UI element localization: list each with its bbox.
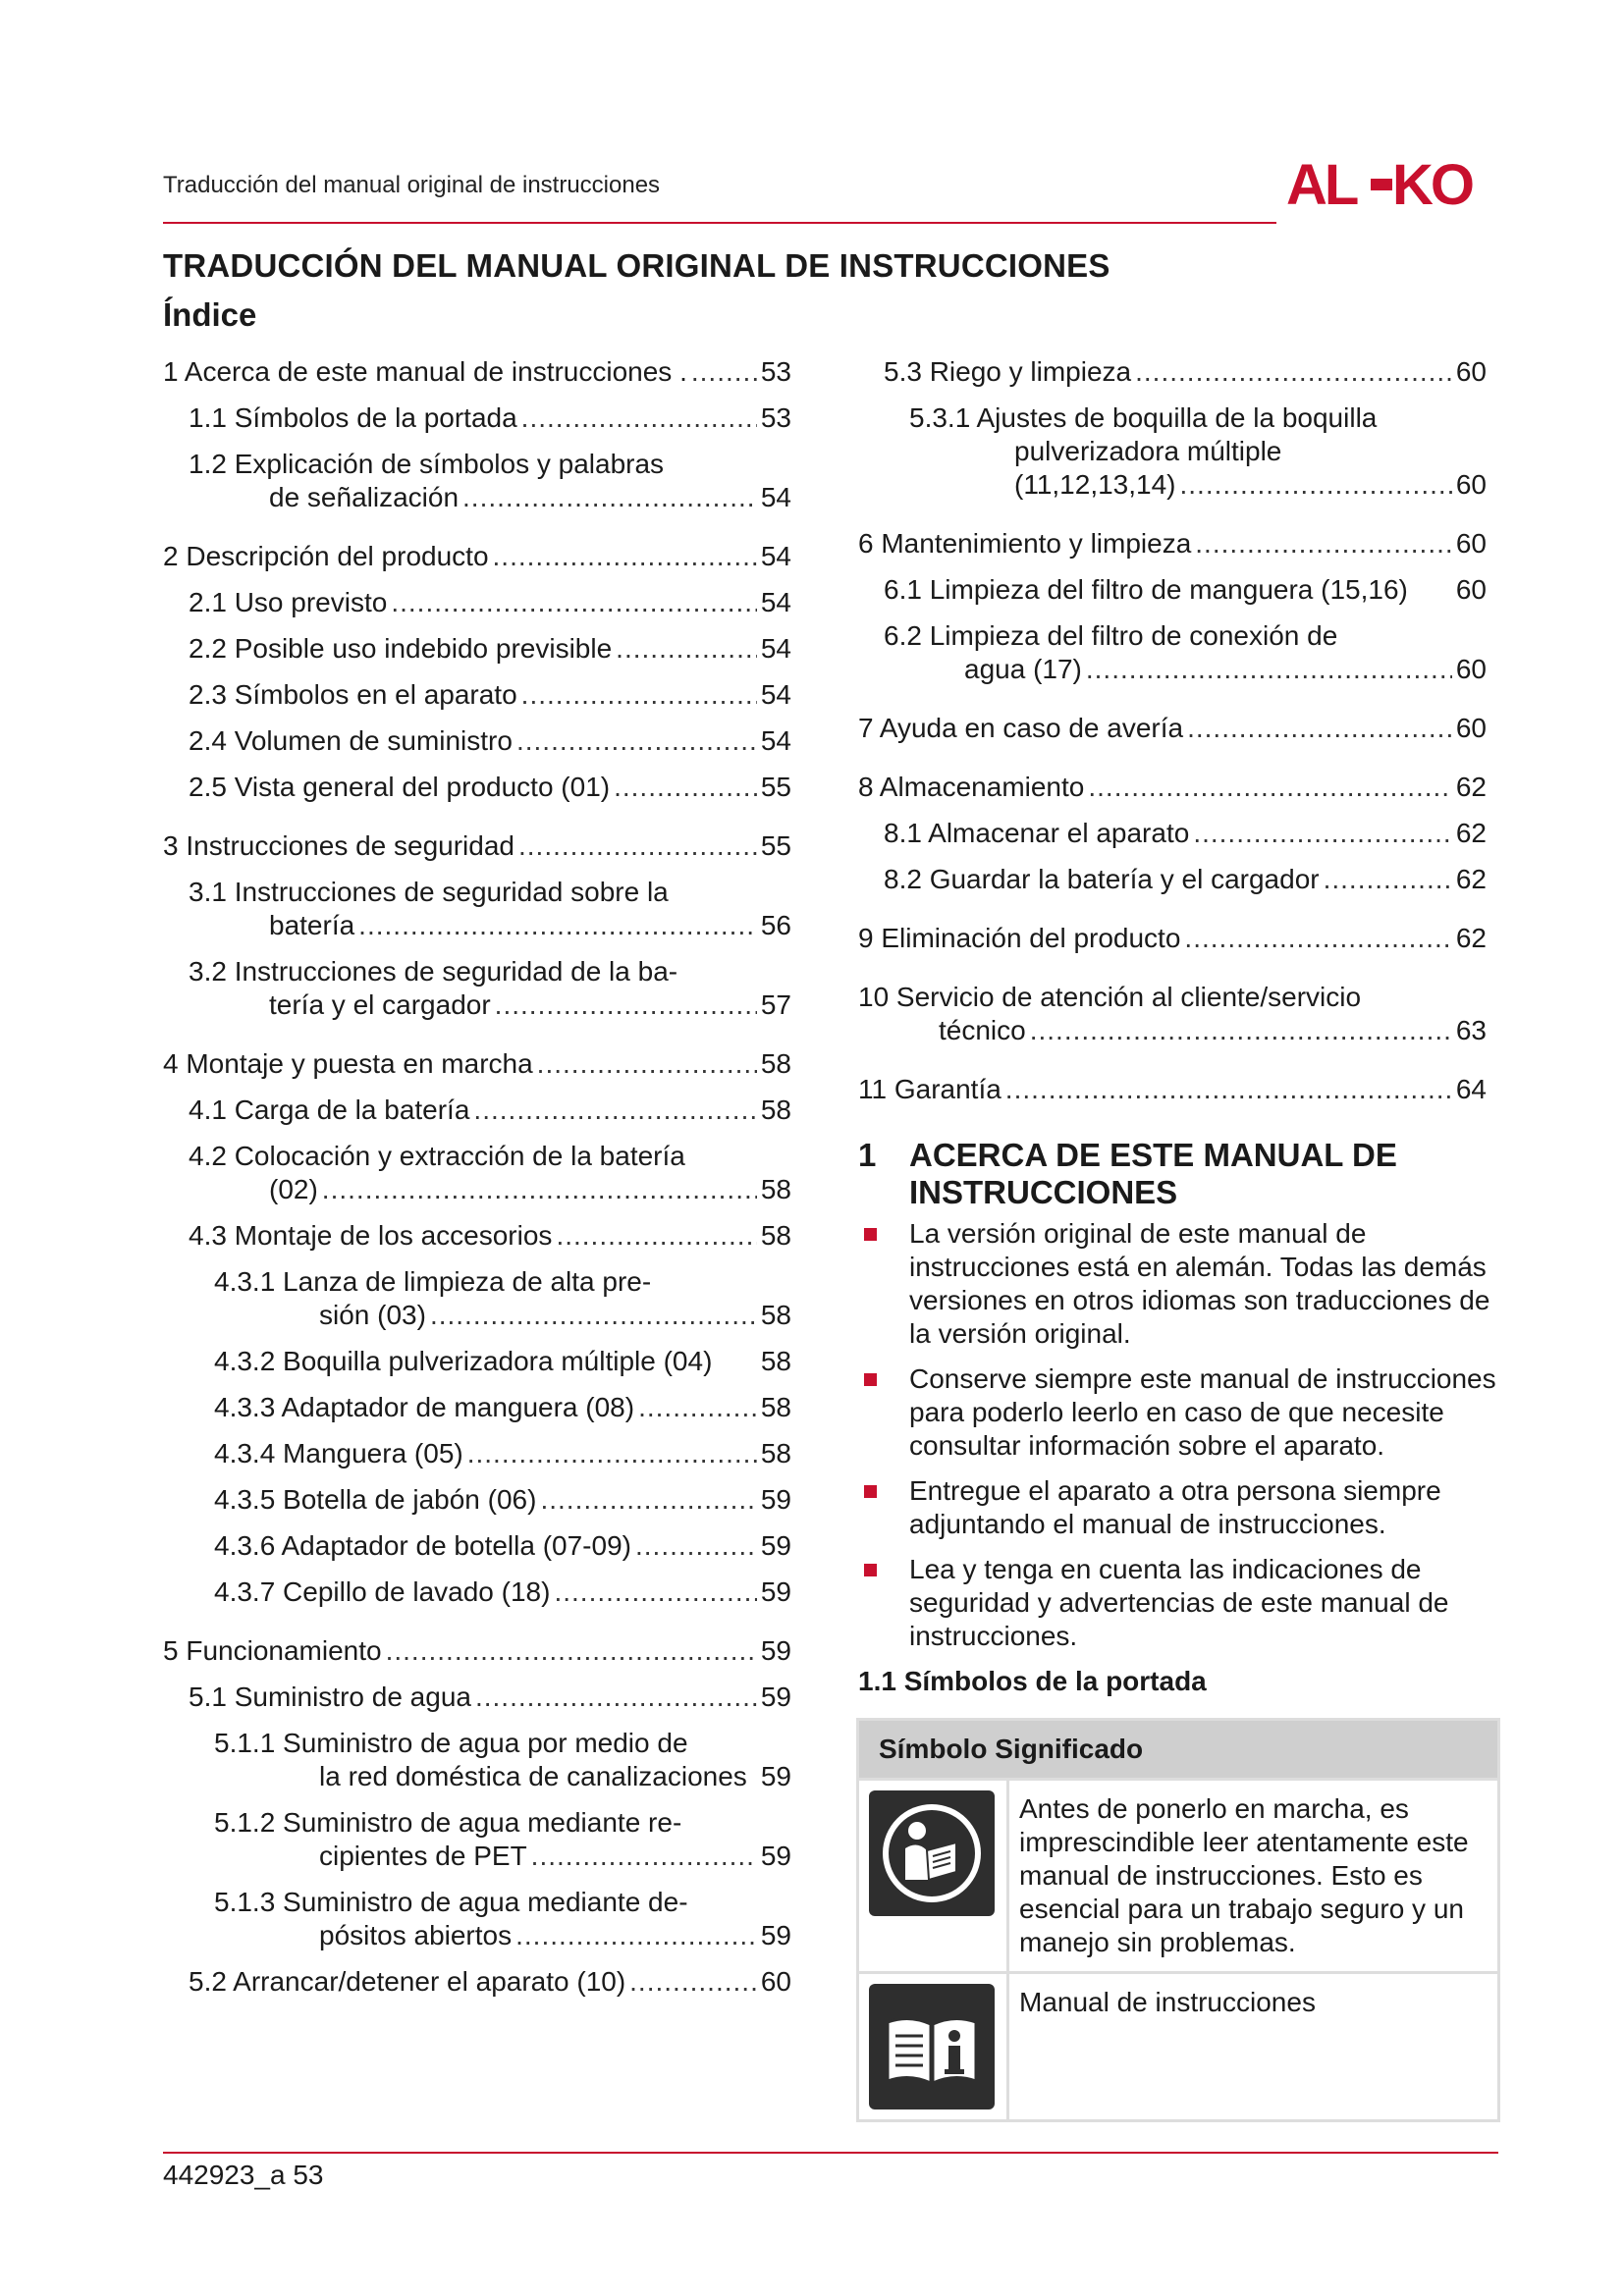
toc-entry[interactable] bbox=[858, 922, 1487, 955]
toc-page: 60 bbox=[1455, 654, 1487, 684]
toc-label: 9 Eliminación del producto bbox=[858, 923, 1181, 953]
toc-label: 8 Almacenamiento bbox=[858, 772, 1085, 802]
toc-page: 58 bbox=[760, 1095, 791, 1125]
toc-entry[interactable] bbox=[163, 1806, 791, 1873]
toc-page: 57 bbox=[760, 989, 791, 1020]
toc-entry[interactable] bbox=[163, 1965, 791, 1999]
table-row bbox=[858, 1973, 1499, 2121]
toc-label: 3.2 Instrucciones de seguridad de la ba- bbox=[189, 956, 678, 987]
toc-label: 4.3.6 Adaptador de botella (07-09) bbox=[214, 1530, 631, 1561]
table-header-symbol: Símbolo bbox=[879, 1734, 988, 1764]
toc-entry[interactable] bbox=[163, 1391, 791, 1424]
toc-page: 62 bbox=[1455, 772, 1487, 802]
toc-label-cont: (11,12,13,14) bbox=[1014, 469, 1176, 500]
toc-page: 54 bbox=[760, 541, 791, 571]
toc-label: 1.1 Símbolos de la portada bbox=[189, 402, 517, 433]
toc-leader bbox=[515, 1919, 757, 1952]
table-header-row bbox=[858, 1720, 1499, 1780]
toc-leader bbox=[475, 1681, 757, 1714]
toc-label: 5.2 Arrancar/detener el aparato (10) bbox=[189, 1966, 626, 1997]
toc-leader bbox=[1193, 817, 1452, 850]
toc-leader bbox=[1195, 527, 1452, 561]
toc-label: 8.2 Guardar la batería y el cargador bbox=[884, 864, 1320, 894]
toc-page: 58 bbox=[760, 1048, 791, 1079]
toc-label: 5.1.1 Suministro de agua por medio de bbox=[214, 1728, 688, 1758]
list-item: La versión original de este manual de instrucciones está en alemán. Todas las demás versiones en otros idiomas son traducciones de la versión original. bbox=[858, 1217, 1496, 1351]
toc-label: 3 Instrucciones de seguridad bbox=[163, 830, 514, 861]
page-number: 442923_a 53 bbox=[163, 2160, 324, 2190]
toc-leader bbox=[691, 355, 757, 389]
toc-leader bbox=[614, 771, 757, 804]
toc-page: 60 bbox=[760, 1966, 791, 1997]
toc-label: 8.1 Almacenar el aparato bbox=[884, 818, 1190, 848]
toc-label: 2.5 Vista general del producto (01) bbox=[189, 772, 611, 802]
toc-label-cont: pósitos abiertos bbox=[319, 1920, 513, 1950]
toc-label-cont: pulverizadora múltiple bbox=[1014, 436, 1282, 466]
symbol-table bbox=[856, 1718, 1500, 2122]
toc-page: 58 bbox=[760, 1392, 791, 1422]
toc-entry[interactable] bbox=[163, 1575, 791, 1609]
toc-entry[interactable] bbox=[858, 817, 1487, 850]
bullet-square-icon bbox=[864, 1228, 877, 1241]
page-title: TRADUCCIÓN DEL MANUAL ORIGINAL DE INSTRUCCIONES bbox=[163, 247, 1110, 284]
toc-entry[interactable] bbox=[163, 401, 791, 435]
toc-leader bbox=[554, 1575, 756, 1609]
toc-label: 5.1 Suministro de agua bbox=[189, 1682, 471, 1712]
toc-label: 4.3.7 Cepillo de lavado (18) bbox=[214, 1576, 551, 1607]
toc-entry[interactable] bbox=[163, 1219, 791, 1253]
section-1-1-heading: 1.1 Símbolos de la portada bbox=[858, 1666, 1207, 1696]
toc-entry[interactable] bbox=[163, 1886, 791, 1952]
list-item: Conserve siempre este manual de instrucciones para poderlo leerlo en caso de que necesite consultar información sobre el aparato. bbox=[858, 1362, 1496, 1463]
toc-leader bbox=[521, 678, 757, 712]
toc-page: 60 bbox=[1455, 528, 1487, 559]
toc-leader bbox=[386, 1634, 757, 1668]
bullet-square-icon bbox=[864, 1373, 877, 1386]
toc-entry[interactable] bbox=[163, 1483, 791, 1517]
toc-entry[interactable] bbox=[163, 955, 791, 1022]
toc-page: 55 bbox=[760, 772, 791, 802]
toc-label: 5.3.1 Ajustes de boquilla de la boquilla bbox=[909, 402, 1378, 433]
toc-entry[interactable] bbox=[163, 1437, 791, 1470]
toc-leader bbox=[473, 1094, 756, 1127]
toc-label: 6 Mantenimiento y limpieza bbox=[858, 528, 1192, 559]
toc-page: 54 bbox=[760, 633, 791, 664]
toc-label: 3.1 Instrucciones de seguridad sobre la bbox=[189, 877, 669, 907]
toc-leader bbox=[1180, 468, 1452, 502]
toc-entry[interactable] bbox=[163, 724, 791, 758]
toc-label-cont: de señalización bbox=[269, 482, 460, 512]
toc-entry[interactable] bbox=[858, 771, 1487, 804]
svg-text:KO: KO bbox=[1392, 157, 1472, 212]
toc-label: 11 Garantía bbox=[858, 1074, 1001, 1104]
alko-logo bbox=[1286, 157, 1498, 212]
read-manual-icon bbox=[869, 1790, 995, 1916]
toc-leader bbox=[540, 1483, 756, 1517]
toc-page: 59 bbox=[760, 1576, 791, 1607]
toc-label: 4 Montaje y puesta en marcha bbox=[163, 1048, 533, 1079]
toc-entry[interactable] bbox=[858, 619, 1487, 686]
toc-label: 4.1 Carga de la batería bbox=[189, 1095, 470, 1125]
toc-entry[interactable] bbox=[858, 712, 1487, 745]
toc-entry[interactable] bbox=[163, 540, 791, 573]
toc-entry[interactable] bbox=[858, 355, 1487, 389]
toc-leader bbox=[518, 829, 757, 863]
toc-entry[interactable] bbox=[163, 448, 791, 514]
toc-page: 59 bbox=[760, 1530, 791, 1561]
toc-label: 5 Funcionamiento bbox=[163, 1635, 382, 1666]
toc-label: 2.3 Símbolos en el aparato bbox=[189, 679, 517, 710]
header-rule bbox=[163, 222, 1276, 224]
toc-leader bbox=[1088, 771, 1451, 804]
toc-label: 5.1.2 Suministro de agua mediante re- bbox=[214, 1807, 682, 1838]
toc-leader bbox=[1030, 1014, 1452, 1047]
toc-page: 58 bbox=[760, 1174, 791, 1204]
toc-leader bbox=[616, 632, 757, 666]
toc-leader bbox=[629, 1965, 757, 1999]
toc-entry[interactable] bbox=[163, 1265, 791, 1332]
toc-page: 58 bbox=[760, 1220, 791, 1251]
toc-leader bbox=[322, 1173, 757, 1206]
toc-page: 58 bbox=[760, 1438, 791, 1468]
toc-entry[interactable] bbox=[858, 1073, 1487, 1106]
toc-entry[interactable] bbox=[163, 829, 791, 863]
toc-entry[interactable] bbox=[858, 573, 1487, 607]
toc-entry[interactable] bbox=[163, 876, 791, 942]
toc-entry[interactable] bbox=[163, 355, 791, 389]
section-1-number: 1 bbox=[858, 1137, 877, 1173]
info-manual-icon bbox=[869, 1984, 995, 2109]
table-row bbox=[858, 1780, 1499, 1973]
running-title: Traducción del manual original de instrucciones bbox=[163, 172, 661, 198]
toc-label: 10 Servicio de atención al cliente/servicio bbox=[858, 982, 1362, 1012]
toc-leader bbox=[537, 1047, 757, 1081]
toc-page: 60 bbox=[1455, 356, 1487, 387]
symbol-meaning: Manual de instrucciones bbox=[1008, 1973, 1499, 2121]
toc-label: 4.2 Colocación y extracción de la batería bbox=[189, 1141, 685, 1171]
toc-entry[interactable] bbox=[163, 1140, 791, 1206]
toc-label: 1 Acerca de este manual de instrucciones . bbox=[163, 356, 687, 387]
toc-label: 4.3.1 Lanza de limpieza de alta pre- bbox=[214, 1266, 652, 1297]
toc-page: 54 bbox=[760, 679, 791, 710]
toc-entry[interactable] bbox=[163, 1727, 791, 1793]
toc-leader bbox=[1135, 355, 1452, 389]
toc-entry[interactable] bbox=[163, 1529, 791, 1563]
toc-left-column bbox=[163, 355, 791, 2011]
toc-entry[interactable] bbox=[163, 1094, 791, 1127]
toc-leader bbox=[391, 586, 757, 619]
toc-label: 1.2 Explicación de símbolos y palabras bbox=[189, 449, 665, 479]
toc-label: 7 Ayuda en caso de avería bbox=[858, 713, 1184, 743]
toc-label-cont: batería bbox=[269, 910, 355, 940]
toc-label: 2.2 Posible uso indebido previsible bbox=[189, 633, 613, 664]
symbol-meaning: Antes de ponerlo en marcha, es imprescindible leer atentamente este manual de instrucciones. Esto es esencial para un trabajo seguro y un manejo sin problemas. bbox=[1008, 1780, 1499, 1973]
toc-page: 59 bbox=[760, 1682, 791, 1712]
toc-entry[interactable] bbox=[163, 1047, 791, 1081]
toc-leader bbox=[495, 988, 757, 1022]
toc-leader bbox=[1184, 922, 1451, 955]
toc-page: 60 bbox=[1455, 469, 1487, 500]
toc-label: 4.3.2 Boquilla pulverizadora múltiple (04) bbox=[214, 1346, 713, 1376]
toc-page: 59 bbox=[760, 1841, 791, 1871]
toc-page: 60 bbox=[1455, 574, 1487, 605]
toc-label: 4.3.5 Botella de jabón (06) bbox=[214, 1484, 537, 1515]
list-item: Entregue el aparato a otra persona siempre adjuntando el manual de instrucciones. bbox=[858, 1474, 1496, 1541]
section-1-bullets bbox=[858, 1217, 1496, 1665]
toc-page: 59 bbox=[760, 1761, 791, 1791]
toc-heading: Índice bbox=[163, 296, 257, 333]
toc-page: 53 bbox=[760, 402, 791, 433]
toc-label: 2.1 Uso previsto bbox=[189, 587, 388, 617]
toc-entry[interactable] bbox=[163, 1681, 791, 1714]
toc-page: 59 bbox=[760, 1484, 791, 1515]
toc-entry[interactable] bbox=[858, 981, 1487, 1047]
toc-page: 64 bbox=[1455, 1074, 1487, 1104]
toc-page: 58 bbox=[760, 1300, 791, 1330]
toc-label: 6.2 Limpieza del filtro de conexión de bbox=[884, 620, 1338, 651]
toc-page: 59 bbox=[760, 1920, 791, 1950]
toc-leader bbox=[1005, 1073, 1452, 1106]
toc-leader bbox=[1187, 712, 1452, 745]
toc-page: 55 bbox=[760, 830, 791, 861]
toc-label-cont: (02) bbox=[269, 1174, 318, 1204]
toc-page: 62 bbox=[1455, 864, 1487, 894]
toc-page: 62 bbox=[1455, 923, 1487, 953]
toc-label: 4.3.4 Manguera (05) bbox=[214, 1438, 463, 1468]
toc-label-cont: agua (17) bbox=[964, 654, 1082, 684]
toc-entry[interactable] bbox=[163, 1634, 791, 1668]
bullet-square-icon bbox=[864, 1485, 877, 1498]
toc-page: 60 bbox=[1455, 713, 1487, 743]
toc-leader bbox=[467, 1437, 757, 1470]
toc-label: 2 Descripción del producto bbox=[163, 541, 489, 571]
toc-leader bbox=[521, 401, 757, 435]
toc-leader bbox=[1324, 863, 1452, 896]
toc-page: 54 bbox=[760, 482, 791, 512]
list-item: Lea y tenga en cuenta las indicaciones de seguridad y advertencias de este manual de instrucciones. bbox=[858, 1553, 1496, 1653]
toc-label-cont: cipientes de PET bbox=[319, 1841, 527, 1871]
toc-leader bbox=[1086, 653, 1452, 686]
toc-label: 4.3.3 Adaptador de manguera (08) bbox=[214, 1392, 635, 1422]
toc-leader bbox=[462, 481, 757, 514]
toc-label: 2.4 Volumen de suministro bbox=[189, 725, 513, 756]
toc-entry[interactable] bbox=[858, 401, 1487, 502]
toc-entry[interactable] bbox=[163, 632, 791, 666]
section-1-heading bbox=[858, 1137, 1496, 1211]
toc-entry[interactable] bbox=[163, 771, 791, 804]
toc-label-cont: técnico bbox=[939, 1015, 1026, 1045]
toc-leader bbox=[556, 1219, 756, 1253]
toc-page: 62 bbox=[1455, 818, 1487, 848]
toc-page: 53 bbox=[760, 356, 791, 387]
toc-label: 5.1.3 Suministro de agua mediante de- bbox=[214, 1887, 688, 1917]
toc-right-column bbox=[858, 355, 1487, 1119]
toc-page: 56 bbox=[760, 910, 791, 940]
toc-page: 59 bbox=[760, 1635, 791, 1666]
bullet-square-icon bbox=[864, 1564, 877, 1576]
toc-label-cont: tería y el cargador bbox=[269, 989, 491, 1020]
toc-leader bbox=[493, 540, 757, 573]
toc-leader bbox=[358, 909, 757, 942]
toc-label-cont: la red doméstica de canalizaciones bbox=[319, 1761, 747, 1791]
table-header-meaning: Significado bbox=[995, 1734, 1144, 1764]
toc-label: 5.3 Riego y limpieza bbox=[884, 356, 1132, 387]
toc-entry[interactable] bbox=[163, 1345, 791, 1378]
toc-page: 63 bbox=[1455, 1015, 1487, 1045]
toc-label: 6.1 Limpieza del filtro de manguera (15,16) bbox=[884, 574, 1408, 605]
toc-entry[interactable] bbox=[858, 863, 1487, 896]
toc-entry[interactable] bbox=[858, 527, 1487, 561]
toc-label: 4.3 Montaje de los accesorios bbox=[189, 1220, 553, 1251]
toc-leader bbox=[516, 724, 757, 758]
toc-page: 54 bbox=[760, 587, 791, 617]
toc-entry[interactable] bbox=[163, 586, 791, 619]
toc-leader bbox=[531, 1840, 757, 1873]
toc-page: 58 bbox=[760, 1346, 791, 1376]
toc-page: 54 bbox=[760, 725, 791, 756]
toc-leader bbox=[430, 1299, 757, 1332]
footer-rule bbox=[163, 2152, 1498, 2154]
toc-leader bbox=[638, 1391, 757, 1424]
toc-entry[interactable] bbox=[163, 678, 791, 712]
section-1-title: ACERCA DE ESTE MANUAL DE INSTRUCCIONES bbox=[909, 1137, 1397, 1210]
toc-label-cont: sión (03) bbox=[319, 1300, 426, 1330]
svg-text:AL: AL bbox=[1286, 157, 1357, 212]
toc-leader bbox=[635, 1529, 757, 1563]
